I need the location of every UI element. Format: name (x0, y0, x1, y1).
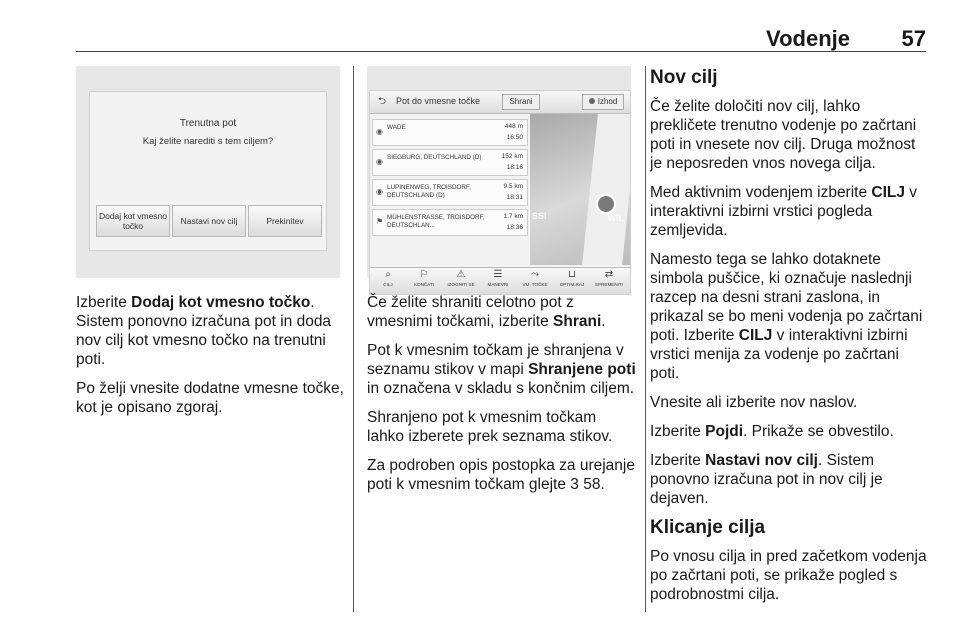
waypoint-time: 16:50 (506, 134, 523, 141)
cancel-button[interactable]: Prekinitev (248, 205, 322, 237)
change-icon: ⇄ (604, 269, 614, 280)
screenshot-waypoint-route (367, 66, 631, 287)
column-2 (367, 293, 637, 504)
paragraph: Namesto tega se lahko dotaknete simbola puščice, ki označuje naslednji razcep na desni strani zaslona, in prikazal se bo meni vodenja po začrtani poti. Izberite CILJ v interaktivni izbirni vrstici menija za vodenje po začrtani poti. (650, 251, 923, 382)
waypoint-list (372, 119, 528, 239)
ui-term: CILJ (738, 327, 773, 344)
column-3 (650, 68, 930, 614)
paragraph: Izberite Dodaj kot vmesno točko. Sistem ponovno izračuna pot in doda nov cilj kot vmesno točko na trenutni poti. (76, 294, 332, 368)
waypoints-icon: ⤳ (531, 269, 539, 280)
ui-term: Pojdi (705, 423, 744, 440)
map-road (582, 114, 630, 265)
waypoint-name: SIEGBURG, DEUTSCHLAND (D) (387, 154, 482, 161)
list-item[interactable] (372, 149, 528, 176)
waypoint-distance: 152 km (501, 153, 523, 160)
list-item[interactable] (372, 179, 528, 206)
dialog-title: Trenutna pot (179, 118, 237, 129)
dialog-question: Kaj želite narediti s tem ciljem? (142, 136, 274, 147)
list-item[interactable] (372, 209, 528, 236)
ui-term: Shranjene poti (528, 361, 636, 378)
route-topbar (370, 91, 630, 114)
route-title: Pot do vmesne točke (396, 96, 481, 106)
paragraph: Shranjeno pot k vmesnim točkam lahko izberete prek seznama stikov. (367, 409, 613, 445)
set-new-destination-button[interactable]: Nastavi nov cilj (172, 205, 246, 237)
ui-term: Nastavi nov cilj (705, 452, 818, 469)
waypoints-button[interactable]: ⤳ VM. TOČKE (519, 268, 551, 294)
dialog-screen (89, 91, 327, 251)
destination-flag-icon: ⚑ (376, 217, 384, 226)
waypoint-pin-icon: ◉ (376, 157, 383, 166)
waypoint-time: 18:36 (506, 224, 523, 231)
optimize-button[interactable]: ⊔ OPTIM.RAJ (556, 268, 588, 294)
paragraph: Med aktivnim vodenjem izberite CILJ v interaktivni izbirni vrstici pogleda zemljevida. (650, 184, 918, 239)
add-waypoint-button[interactable]: Dodaj kot vmesno točko (96, 205, 170, 237)
route-screen (369, 90, 631, 295)
screenshot-current-route-dialog (76, 66, 340, 278)
paragraph: Izberite Pojdi. Prikaže se obvestilo. (650, 423, 894, 440)
ui-term: Dodaj kot vmesno točko (131, 294, 311, 311)
exit-icon (589, 98, 595, 104)
ui-term: Shrani (553, 313, 602, 330)
paragraph: Po vnosu cilja in pred začetkom vodenja po začrtani poti, se prikaže pogled s podrobnostmi cilja. (650, 548, 927, 603)
column-divider-2 (645, 66, 646, 612)
paragraph: Izberite Nastavi nov cilj. Sistem ponovno izračuna pot in nov cilj je dejaven. (650, 452, 883, 507)
maneuvers-icon: ☰ (493, 269, 503, 280)
paragraph: Za podroben opis postopka za urejanje poti k vmesnim točkam glejte 3 58. (367, 457, 635, 493)
map-view[interactable] (530, 114, 630, 265)
search-icon: ⌕ (385, 269, 391, 280)
exit-label: Izhod (597, 97, 618, 106)
waypoint-pin-icon: ◉ (376, 187, 383, 196)
paragraph: Če želite določiti nov cilj, lahko prekličete trenutno vodenje po začrtani poti in vnesete nov cilj. Druga možnost je neposreden vnos novega cilja. (650, 98, 917, 172)
position-marker-icon (596, 194, 616, 214)
paragraph: Po želji vnesite dodatne vmesne točke, kot je opisano zgoraj. (76, 380, 344, 416)
waypoint-time: 18:16 (506, 164, 523, 171)
section-heading: Klicanje cilja (650, 517, 766, 538)
map-label: WIL (607, 213, 624, 223)
page-header (0, 0, 960, 50)
paragraph: Vnesite ali izberite nov naslov. (650, 394, 858, 411)
end-route-icon: ⚐ (419, 269, 429, 280)
waypoint-pin-icon: ◉ (376, 127, 383, 136)
paragraph: Če želite shraniti celotno pot z vmesnimi točkami, izberite Shrani. (367, 294, 606, 330)
paragraph: Pot k vmesnim točkam je shranjena v seznamu stikov v mapi Shranjene poti in označena v skladu s končnim ciljem. (367, 342, 636, 397)
waypoint-name: MÜHLENSTRASSE, TROISDORF, DEUTSCHLAN... (387, 214, 485, 229)
save-button[interactable]: Shrani (502, 94, 540, 110)
waypoint-distance: 9.5 km (503, 183, 523, 190)
section-heading: Nov cilj (650, 67, 718, 88)
page-reference-link[interactable]: 3 58. (570, 476, 605, 493)
change-button[interactable]: ⇄ SPREMENITI (594, 269, 624, 287)
ui-term: CILJ (871, 184, 905, 201)
column-1 (76, 293, 344, 427)
waypoint-name: WADE (387, 124, 406, 131)
chapter-title: Vodenje (766, 26, 850, 51)
waypoint-distance: 1.7 km (503, 213, 523, 220)
list-item[interactable] (372, 119, 528, 146)
back-button[interactable] (374, 94, 390, 109)
destination-button[interactable]: ⌕ CILJ (372, 268, 404, 294)
map-label: SSI (532, 211, 547, 221)
maneuvers-button[interactable]: ☰ MANEVRI (482, 268, 514, 294)
interactive-selector-bar (370, 267, 630, 294)
waypoint-distance: 448 m (504, 123, 523, 130)
waypoint-name: LUPINENWEG, TROISDORF, DEUTSCHLAND (D) (387, 184, 471, 199)
page-number: 57 (901, 26, 926, 51)
end-route-button[interactable]: ⚐ KONČATI (408, 268, 440, 294)
column-divider-1 (353, 66, 354, 612)
waypoint-time: 18:31 (506, 194, 523, 201)
exit-button[interactable] (582, 94, 624, 110)
back-arrow-icon: ⮌ (377, 96, 386, 107)
header-rule (76, 51, 926, 52)
avoid-button[interactable]: ⚠ IZOGNITI SE (445, 268, 477, 294)
optimize-icon: ⊔ (568, 269, 576, 280)
avoid-icon: ⚠ (456, 269, 466, 280)
